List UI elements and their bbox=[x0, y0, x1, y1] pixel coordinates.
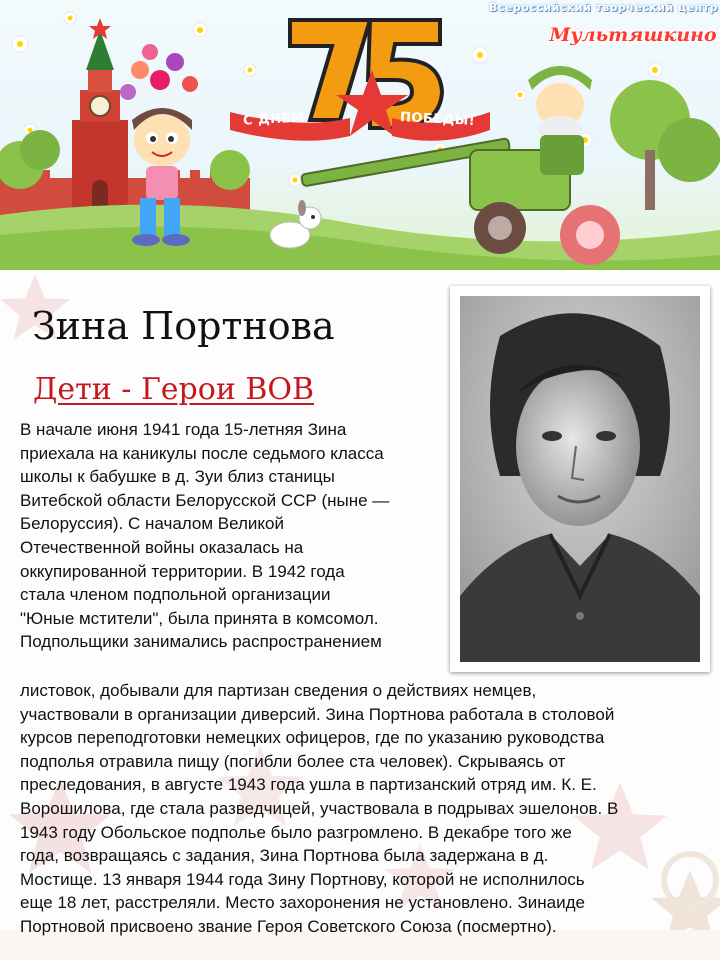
biography-text-bottom bbox=[20, 679, 700, 939]
biography-text-top bbox=[20, 418, 440, 654]
brand-logo: Мультяшкино bbox=[549, 24, 717, 46]
bio-line: подполья отравила пищу (погибли более ста человек). Скрываясь от bbox=[20, 751, 566, 771]
center-name: Всероссийский творческий центр bbox=[489, 1, 718, 14]
bio-line: В начале июня 1941 года 15-летняя Зина bbox=[20, 420, 347, 439]
kremlin-tower bbox=[72, 18, 128, 218]
bio-line: школы к бабушке в д. Зуи близ станицы bbox=[20, 467, 335, 487]
bio-line: Портновой присвоено звание Героя Советского Союза (посмертно). bbox=[20, 916, 557, 936]
page-subtitle: Дети - Герои ВОВ bbox=[33, 372, 315, 407]
bio-line: Подпольщики занимались распространением bbox=[20, 632, 382, 652]
bio-line: Мостище. 13 января 1944 года Зину Портнову, которой не исполнилось bbox=[20, 869, 585, 889]
bio-line: "Юные мстители", была принята в комсомол. bbox=[20, 608, 379, 628]
bio-line: еще 18 лет, расстреляли. Место захоронения не установлено. Зинаиде bbox=[20, 893, 585, 913]
bio-line: приехала на каникулы после седьмого класса bbox=[20, 443, 384, 463]
bio-line: стала членом подпольной организации bbox=[20, 585, 331, 605]
bio-line: курсов переподготовки немецких офицеров, где по указанию руководства bbox=[20, 728, 605, 748]
portrait-frame bbox=[450, 286, 710, 672]
bio-line: Витебской области Белорусской ССР (ныне — bbox=[20, 490, 390, 510]
bio-line: 1943 году Обольское подполье было разгромлено. В декабре того же bbox=[20, 822, 572, 842]
portrait-photo bbox=[460, 296, 700, 662]
ribbon-text-left: С ДНЕМ bbox=[242, 110, 305, 129]
header-banner bbox=[0, 0, 720, 270]
ribbon-text-right: ПОБЕДЫ! bbox=[399, 110, 476, 129]
bio-line: преследования, в августе 1943 года ушла в партизанский отряд им. К. Е. bbox=[20, 775, 597, 795]
bio-line: участвовали в организации диверсий. Зина Портнова работала в столовой bbox=[20, 704, 615, 724]
bio-line: Белоруссия). С началом Великой bbox=[20, 514, 284, 534]
bio-line: Ворошилова, где стала разведчицей, участвовала в подрывах эшелонов. В bbox=[20, 798, 619, 818]
bio-line: Отечественной войны оказалась на bbox=[20, 537, 304, 557]
page-title: Зина Портнова bbox=[32, 304, 335, 348]
bio-line: года, возвращаясь с задания, Зина Портнова была задержана в д. bbox=[20, 846, 549, 866]
bio-line: листовок, добывали для партизан сведения о действиях немцев, bbox=[20, 681, 537, 700]
bio-line: оккупированной территории. В 1942 года bbox=[20, 561, 345, 581]
